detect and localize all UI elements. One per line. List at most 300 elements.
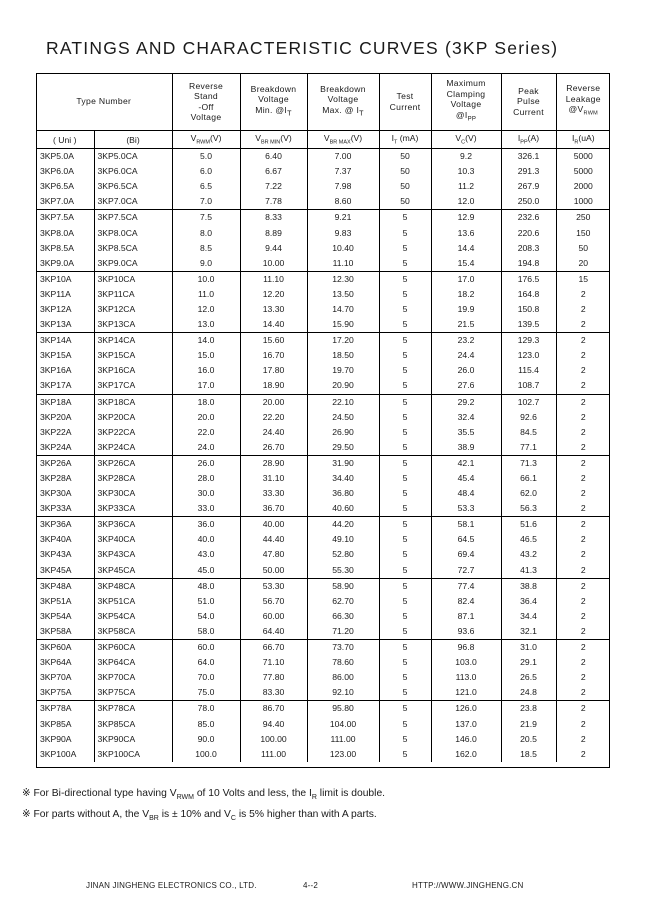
cell-clamping-voltage: 21.5 xyxy=(431,317,501,333)
cell-standoff-voltage: 9.0 xyxy=(172,256,240,272)
cell-uni-type: 3KP85A xyxy=(40,718,72,729)
cell-breakdown-max: 86.00 xyxy=(307,670,379,685)
cell-uni-type: 3KP22A xyxy=(40,426,72,437)
cell-breakdown-min: 24.40 xyxy=(240,425,307,440)
cell-standoff-voltage: 10.0 xyxy=(172,271,240,287)
cell-breakdown-max: 24.50 xyxy=(307,410,379,425)
cell-test-current: 5 xyxy=(379,271,431,287)
cell-breakdown-max: 11.10 xyxy=(307,256,379,272)
unit-it: $I_T$ (mA) xyxy=(379,131,431,149)
cell-breakdown-min: 50.00 xyxy=(240,563,307,579)
cell-breakdown-max: 62.70 xyxy=(307,594,379,609)
cell-uni-type: 3KP43A xyxy=(40,549,72,560)
cell-clamping-voltage: 162.0 xyxy=(431,747,501,762)
cell-peak-pulse-current: 31.0 xyxy=(501,640,556,656)
cell-peak-pulse-current: 84.5 xyxy=(501,425,556,440)
note-parts-without-a: ※ For parts without A, the $V_{BR}$ is ± 10% and $V_C$ is 5% higher than with A parts. xyxy=(22,809,377,823)
cell-breakdown-min: 10.00 xyxy=(240,256,307,272)
unit-bi: (Bi) xyxy=(94,131,172,149)
cell-test-current: 5 xyxy=(379,655,431,670)
cell-bi-type: 3KP60CA xyxy=(94,640,172,656)
table-row xyxy=(36,594,610,609)
cell-bi-type: 3KP5.0CA xyxy=(94,149,172,165)
cell-bi-type: 3KP26CA xyxy=(94,455,172,471)
cell-test-current: 5 xyxy=(379,210,431,226)
table-row xyxy=(36,486,610,501)
cell-test-current: 50 xyxy=(379,179,431,194)
cell-breakdown-min: 6.40 xyxy=(240,149,307,165)
row-group xyxy=(36,210,610,271)
unit-ir: $I_R(uA)$ xyxy=(556,131,610,149)
cell-standoff-voltage: 51.0 xyxy=(172,594,240,609)
cell-breakdown-min: 8.33 xyxy=(240,210,307,226)
cell-bi-type: 3KP28CA xyxy=(94,471,172,486)
cell-test-current: 5 xyxy=(379,732,431,747)
cell-breakdown-min: 12.20 xyxy=(240,287,307,302)
cell-bi-type: 3KP6.0CA xyxy=(94,164,172,179)
table-row xyxy=(36,563,610,579)
table-row xyxy=(36,194,610,210)
cell-standoff-voltage: 60.0 xyxy=(172,640,240,656)
cell-peak-pulse-current: 176.5 xyxy=(501,271,556,287)
cell-breakdown-min: 33.30 xyxy=(240,486,307,501)
cell-reverse-leakage: 2 xyxy=(556,532,610,547)
cell-clamping-voltage: 13.6 xyxy=(431,225,501,240)
cell-standoff-voltage: 16.0 xyxy=(172,363,240,378)
cell-bi-type: 3KP14CA xyxy=(94,333,172,349)
cell-peak-pulse-current: 92.6 xyxy=(501,410,556,425)
header-reverse-leakage: Reverse Leakage $@V_{RWM}$ xyxy=(556,73,610,131)
cell-clamping-voltage: 27.6 xyxy=(431,378,501,394)
cell-breakdown-max: 66.30 xyxy=(307,609,379,624)
cell-reverse-leakage: 2 xyxy=(556,410,610,425)
cell-test-current: 5 xyxy=(379,486,431,501)
cell-reverse-leakage: 2 xyxy=(556,563,610,579)
cell-peak-pulse-current: 232.6 xyxy=(501,210,556,226)
cell-clamping-voltage: 10.3 xyxy=(431,164,501,179)
footer-page-number: 4--2 xyxy=(303,881,319,890)
cell-bi-type: 3KP30CA xyxy=(94,486,172,501)
cell-bi-type: 3KP58CA xyxy=(94,624,172,640)
cell-standoff-voltage: 26.0 xyxy=(172,455,240,471)
unit-vrwm: $V_{RWM}(V)$ xyxy=(172,131,240,149)
cell-breakdown-min: 94.40 xyxy=(240,716,307,731)
cell-test-current: 5 xyxy=(379,425,431,440)
cell-breakdown-min: 14.40 xyxy=(240,317,307,333)
cell-standoff-voltage: 70.0 xyxy=(172,670,240,685)
units-row xyxy=(36,131,610,149)
cell-peak-pulse-current: 291.3 xyxy=(501,164,556,179)
cell-breakdown-min: 26.70 xyxy=(240,440,307,456)
cell-peak-pulse-current: 36.4 xyxy=(501,594,556,609)
cell-breakdown-min: 13.30 xyxy=(240,302,307,317)
cell-uni-type: 3KP8.0A xyxy=(40,227,74,238)
table-row xyxy=(36,716,610,731)
cell-clamping-voltage: 38.9 xyxy=(431,440,501,456)
cell-breakdown-max: 8.60 xyxy=(307,194,379,210)
cell-clamping-voltage: 9.2 xyxy=(431,149,501,165)
cell-reverse-leakage: 2 xyxy=(556,517,610,533)
cell-test-current: 5 xyxy=(379,241,431,256)
cell-clamping-voltage: 137.0 xyxy=(431,716,501,731)
table-row xyxy=(36,732,610,747)
cell-bi-type: 3KP8.5CA xyxy=(94,241,172,256)
cell-standoff-voltage: 7.0 xyxy=(172,194,240,210)
table-row xyxy=(36,241,610,256)
cell-reverse-leakage: 2 xyxy=(556,685,610,701)
cell-clamping-voltage: 12.9 xyxy=(431,210,501,226)
cell-test-current: 5 xyxy=(379,685,431,701)
cell-clamping-voltage: 53.3 xyxy=(431,501,501,517)
cell-uni-type: 3KP58A xyxy=(36,624,94,640)
cell-clamping-voltage: 58.1 xyxy=(431,517,501,533)
unit-vbr-max: $V_{BR MAX}(V)$ xyxy=(307,131,379,149)
header-peak-pulse-current: Peak Pulse Current xyxy=(501,73,556,131)
cell-uni-type: 3KP8.5A xyxy=(40,242,74,253)
cell-peak-pulse-current: 102.7 xyxy=(501,394,556,410)
cell-breakdown-max: 26.90 xyxy=(307,425,379,440)
row-group xyxy=(36,517,610,578)
cell-breakdown-max: 31.90 xyxy=(307,455,379,471)
cell-uni-type: 3KP16A xyxy=(40,365,72,376)
cell-breakdown-min: 16.70 xyxy=(240,348,307,363)
cell-uni-type: 3KP18A xyxy=(40,396,72,407)
cell-test-current: 5 xyxy=(379,670,431,685)
cell-peak-pulse-current: 24.8 xyxy=(501,685,556,701)
cell-reverse-leakage: 2 xyxy=(556,747,610,762)
cell-breakdown-max: 78.60 xyxy=(307,655,379,670)
cell-uni-type: 3KP64A xyxy=(40,657,72,668)
cell-peak-pulse-current: 77.1 xyxy=(501,440,556,456)
cell-uni-type: 3KP78A xyxy=(40,703,72,714)
cell-breakdown-max: 44.20 xyxy=(307,517,379,533)
table-row xyxy=(36,348,610,363)
cell-uni-type: 3KP15A xyxy=(40,350,72,361)
cell-standoff-voltage: 11.0 xyxy=(172,287,240,302)
cell-bi-type: 3KP90CA xyxy=(94,732,172,747)
cell-reverse-leakage: 2 xyxy=(556,716,610,731)
table-row xyxy=(36,394,610,410)
cell-breakdown-min: 36.70 xyxy=(240,501,307,517)
cell-standoff-voltage: 28.0 xyxy=(172,471,240,486)
cell-standoff-voltage: 90.0 xyxy=(172,732,240,747)
cell-test-current: 5 xyxy=(379,624,431,640)
table-row xyxy=(36,670,610,685)
cell-reverse-leakage: 2 xyxy=(556,348,610,363)
cell-breakdown-max: 20.90 xyxy=(307,378,379,394)
cell-breakdown-min: 9.44 xyxy=(240,241,307,256)
cell-reverse-leakage: 2 xyxy=(556,624,610,640)
cell-breakdown-max: 10.40 xyxy=(307,241,379,256)
cell-test-current: 5 xyxy=(379,348,431,363)
cell-reverse-leakage: 2 xyxy=(556,655,610,670)
cell-peak-pulse-current: 150.8 xyxy=(501,302,556,317)
cell-breakdown-max: 12.30 xyxy=(307,271,379,287)
cell-reverse-leakage: 2 xyxy=(556,287,610,302)
cell-clamping-voltage: 19.9 xyxy=(431,302,501,317)
cell-breakdown-min: 66.70 xyxy=(240,640,307,656)
header-type-number: Type Number xyxy=(36,73,172,131)
cell-breakdown-min: 44.40 xyxy=(240,532,307,547)
cell-bi-type: 3KP75CA xyxy=(94,685,172,701)
cell-bi-type: 3KP17CA xyxy=(94,378,172,394)
cell-reverse-leakage: 2 xyxy=(556,455,610,471)
cell-bi-type: 3KP18CA xyxy=(94,394,172,410)
header-breakdown-max: Breakdown Voltage Max. @ $I_T$ xyxy=(307,73,379,131)
cell-standoff-voltage: 36.0 xyxy=(172,517,240,533)
header-clamping-voltage: Maximum Clamping Voltage $@I_{PP}$ xyxy=(431,73,501,131)
cell-breakdown-min: 86.70 xyxy=(240,701,307,717)
cell-standoff-voltage: 100.0 xyxy=(172,747,240,762)
cell-breakdown-min: 31.10 xyxy=(240,471,307,486)
cell-uni-type: 3KP40A xyxy=(40,534,72,545)
cell-reverse-leakage: 2 xyxy=(556,547,610,562)
table-row xyxy=(36,701,610,717)
cell-bi-type: 3KP64CA xyxy=(94,655,172,670)
cell-breakdown-max: 9.83 xyxy=(307,225,379,240)
cell-test-current: 5 xyxy=(379,578,431,594)
row-group xyxy=(36,455,610,516)
table-row xyxy=(36,378,610,394)
table-row xyxy=(36,547,610,562)
table-row xyxy=(36,287,610,302)
cell-breakdown-max: 55.30 xyxy=(307,563,379,579)
cell-bi-type: 3KP78CA xyxy=(94,701,172,717)
cell-uni-type: 3KP11A xyxy=(40,288,71,299)
cell-clamping-voltage: 15.4 xyxy=(431,256,501,272)
cell-standoff-voltage: 13.0 xyxy=(172,317,240,333)
cell-bi-type: 3KP51CA xyxy=(94,594,172,609)
row-group xyxy=(36,640,610,701)
cell-test-current: 5 xyxy=(379,701,431,717)
cell-bi-type: 3KP20CA xyxy=(94,410,172,425)
table-row xyxy=(36,501,610,517)
cell-breakdown-max: 36.80 xyxy=(307,486,379,501)
cell-bi-type: 3KP16CA xyxy=(94,363,172,378)
cell-peak-pulse-current: 56.3 xyxy=(501,501,556,517)
cell-uni-type: 3KP45A xyxy=(36,563,94,579)
cell-breakdown-max: 22.10 xyxy=(307,394,379,410)
table-row xyxy=(36,425,610,440)
row-group xyxy=(36,701,610,762)
cell-standoff-voltage: 7.5 xyxy=(172,210,240,226)
cell-uni-type: 3KP33A xyxy=(36,501,94,517)
table-row xyxy=(36,747,610,762)
cell-bi-type: 3KP70CA xyxy=(94,670,172,685)
cell-uni-type: 3KP20A xyxy=(40,411,72,422)
cell-reverse-leakage: 2 xyxy=(556,471,610,486)
cell-reverse-leakage: 2 xyxy=(556,670,610,685)
cell-bi-type: 3KP45CA xyxy=(94,563,172,579)
cell-breakdown-max: 111.00 xyxy=(307,732,379,747)
cell-uni-type: 3KP75A xyxy=(36,685,94,701)
cell-breakdown-min: 15.60 xyxy=(240,333,307,349)
cell-breakdown-max: 17.20 xyxy=(307,333,379,349)
cell-uni-type: 3KP17A xyxy=(36,378,94,394)
cell-uni-type: 3KP5.0A xyxy=(40,151,74,162)
cell-bi-type: 3KP6.5CA xyxy=(94,179,172,194)
cell-bi-type: 3KP54CA xyxy=(94,609,172,624)
cell-reverse-leakage: 50 xyxy=(556,241,610,256)
cell-breakdown-max: 73.70 xyxy=(307,640,379,656)
cell-standoff-voltage: 64.0 xyxy=(172,655,240,670)
cell-breakdown-max: 15.90 xyxy=(307,317,379,333)
table-row xyxy=(36,609,610,624)
table-row xyxy=(36,624,610,640)
cell-reverse-leakage: 20 xyxy=(556,256,610,272)
cell-uni-type: 3KP10A xyxy=(40,273,72,284)
header-test-current: Test Current xyxy=(379,73,431,131)
cell-uni-type: 3KP24A xyxy=(36,440,94,456)
table-row xyxy=(36,640,610,656)
footer-company: JINAN JINGHENG ELECTRONICS CO., LTD. xyxy=(86,881,257,890)
cell-test-current: 50 xyxy=(379,149,431,165)
table-row xyxy=(36,440,610,456)
cell-breakdown-max: 71.20 xyxy=(307,624,379,640)
cell-reverse-leakage: 2 xyxy=(556,640,610,656)
cell-reverse-leakage: 2 xyxy=(556,333,610,349)
cell-test-current: 5 xyxy=(379,532,431,547)
cell-reverse-leakage: 2 xyxy=(556,594,610,609)
note-bidirectional: ※ For Bi-directional type having $V_{RWM}$ of 10 Volts and less, the $I_R$ limit is double. xyxy=(22,788,386,802)
cell-peak-pulse-current: 20.5 xyxy=(501,732,556,747)
cell-uni-type: 3KP30A xyxy=(40,488,72,499)
cell-reverse-leakage: 5000 xyxy=(556,149,610,165)
cell-standoff-voltage: 24.0 xyxy=(172,440,240,456)
cell-breakdown-max: 92.10 xyxy=(307,685,379,701)
cell-breakdown-min: 56.70 xyxy=(240,594,307,609)
cell-clamping-voltage: 126.0 xyxy=(431,701,501,717)
cell-bi-type: 3KP11CA xyxy=(94,287,172,302)
cell-peak-pulse-current: 43.2 xyxy=(501,547,556,562)
cell-breakdown-max: 95.80 xyxy=(307,701,379,717)
cell-clamping-voltage: 35.5 xyxy=(431,425,501,440)
cell-test-current: 5 xyxy=(379,302,431,317)
cell-test-current: 5 xyxy=(379,378,431,394)
cell-clamping-voltage: 11.2 xyxy=(431,179,501,194)
cell-peak-pulse-current: 71.3 xyxy=(501,455,556,471)
cell-test-current: 5 xyxy=(379,394,431,410)
cell-bi-type: 3KP100CA xyxy=(94,747,172,762)
cell-reverse-leakage: 2 xyxy=(556,394,610,410)
cell-clamping-voltage: 45.4 xyxy=(431,471,501,486)
cell-bi-type: 3KP24CA xyxy=(94,440,172,456)
cell-test-current: 5 xyxy=(379,363,431,378)
cell-peak-pulse-current: 26.5 xyxy=(501,670,556,685)
cell-peak-pulse-current: 194.8 xyxy=(501,256,556,272)
cell-standoff-voltage: 45.0 xyxy=(172,563,240,579)
cell-standoff-voltage: 58.0 xyxy=(172,624,240,640)
cell-peak-pulse-current: 32.1 xyxy=(501,624,556,640)
cell-uni-type: 3KP6.0A xyxy=(40,166,74,177)
cell-breakdown-min: 71.10 xyxy=(240,655,307,670)
cell-standoff-voltage: 78.0 xyxy=(172,701,240,717)
cell-reverse-leakage: 2 xyxy=(556,609,610,624)
cell-peak-pulse-current: 23.8 xyxy=(501,701,556,717)
cell-peak-pulse-current: 326.1 xyxy=(501,149,556,165)
table-row xyxy=(36,363,610,378)
cell-uni-type: 3KP100A xyxy=(40,748,77,759)
cell-breakdown-max: 7.98 xyxy=(307,179,379,194)
cell-test-current: 5 xyxy=(379,333,431,349)
page-title: RATINGS AND CHARACTERISTIC CURVES (3KP Series) xyxy=(46,38,559,58)
cell-breakdown-max: 14.70 xyxy=(307,302,379,317)
table-row xyxy=(36,210,610,226)
header-row xyxy=(36,73,610,131)
cell-peak-pulse-current: 51.6 xyxy=(501,517,556,533)
cell-standoff-voltage: 12.0 xyxy=(172,302,240,317)
cell-clamping-voltage: 29.2 xyxy=(431,394,501,410)
cell-uni-type: 3KP51A xyxy=(40,595,72,606)
cell-uni-type: 3KP26A xyxy=(40,457,72,468)
table-row xyxy=(36,317,610,333)
cell-breakdown-min: 18.90 xyxy=(240,378,307,394)
cell-uni-type: 3KP36A xyxy=(40,519,72,530)
cell-breakdown-max: 13.50 xyxy=(307,287,379,302)
cell-breakdown-min: 83.30 xyxy=(240,685,307,701)
cell-clamping-voltage: 32.4 xyxy=(431,410,501,425)
cell-test-current: 5 xyxy=(379,716,431,731)
cell-uni-type: 3KP60A xyxy=(40,642,72,653)
table-row xyxy=(36,471,610,486)
cell-peak-pulse-current: 34.4 xyxy=(501,609,556,624)
cell-standoff-voltage: 33.0 xyxy=(172,501,240,517)
table-row xyxy=(36,517,610,533)
table-row xyxy=(36,149,610,165)
cell-clamping-voltage: 17.0 xyxy=(431,271,501,287)
cell-peak-pulse-current: 129.3 xyxy=(501,333,556,349)
cell-bi-type: 3KP13CA xyxy=(94,317,172,333)
cell-bi-type: 3KP48CA xyxy=(94,578,172,594)
cell-standoff-voltage: 6.5 xyxy=(172,179,240,194)
cell-standoff-voltage: 48.0 xyxy=(172,578,240,594)
table-row xyxy=(36,256,610,272)
cell-peak-pulse-current: 21.9 xyxy=(501,716,556,731)
table-row xyxy=(36,410,610,425)
cell-clamping-voltage: 72.7 xyxy=(431,563,501,579)
cell-reverse-leakage: 5000 xyxy=(556,164,610,179)
cell-test-current: 5 xyxy=(379,410,431,425)
unit-vc: $V_C(V)$ xyxy=(431,131,501,149)
cell-clamping-voltage: 26.0 xyxy=(431,363,501,378)
cell-breakdown-min: 64.40 xyxy=(240,624,307,640)
cell-clamping-voltage: 113.0 xyxy=(431,670,501,685)
cell-clamping-voltage: 48.4 xyxy=(431,486,501,501)
table-row xyxy=(36,164,610,179)
cell-standoff-voltage: 14.0 xyxy=(172,333,240,349)
cell-reverse-leakage: 1000 xyxy=(556,194,610,210)
cell-peak-pulse-current: 46.5 xyxy=(501,532,556,547)
cell-clamping-voltage: 18.2 xyxy=(431,287,501,302)
row-group xyxy=(36,578,610,639)
cell-bi-type: 3KP40CA xyxy=(94,532,172,547)
cell-standoff-voltage: 22.0 xyxy=(172,425,240,440)
cell-clamping-voltage: 69.4 xyxy=(431,547,501,562)
cell-breakdown-min: 53.30 xyxy=(240,578,307,594)
cell-reverse-leakage: 150 xyxy=(556,225,610,240)
cell-reverse-leakage: 15 xyxy=(556,271,610,287)
cell-test-current: 5 xyxy=(379,471,431,486)
cell-test-current: 5 xyxy=(379,225,431,240)
cell-breakdown-max: 29.50 xyxy=(307,440,379,456)
cell-breakdown-min: 7.78 xyxy=(240,194,307,210)
cell-uni-type: 3KP12A xyxy=(40,303,72,314)
cell-test-current: 5 xyxy=(379,455,431,471)
cell-breakdown-min: 100.00 xyxy=(240,732,307,747)
cell-bi-type: 3KP7.0CA xyxy=(94,194,172,210)
cell-bi-type: 3KP8.0CA xyxy=(94,225,172,240)
cell-test-current: 50 xyxy=(379,164,431,179)
